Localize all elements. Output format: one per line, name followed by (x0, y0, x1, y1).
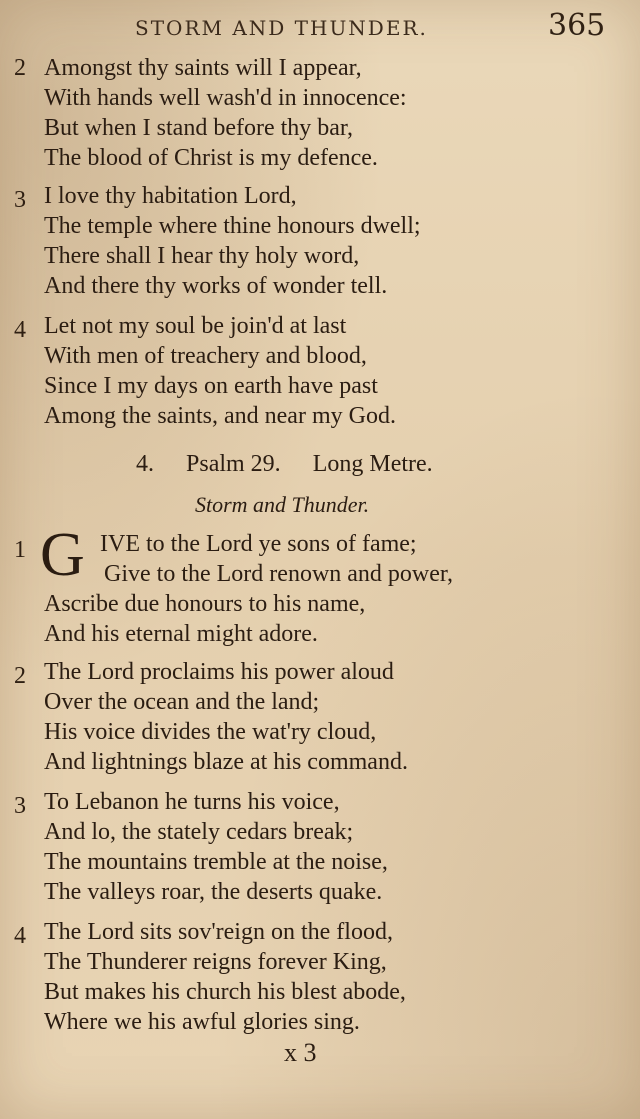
verse-line: And his eternal might adore. (44, 621, 318, 647)
stanza-number: 3 (14, 793, 26, 819)
psalm-name: Psalm 29. (186, 451, 281, 477)
stanza-number: 2 (14, 55, 26, 81)
psalm-meter: Long Metre. (312, 451, 433, 477)
verse-line: But when I stand before thy bar, (44, 115, 353, 141)
verse-line: Ascribe due honours to his name, (44, 591, 366, 617)
verse-line: IVE to the Lord ye sons of fame; (100, 531, 417, 557)
verse-line: There shall I hear thy holy word, (44, 243, 360, 269)
stanza-number: 2 (14, 663, 26, 689)
verse-line: The Lord sits sov'reign on the flood, (44, 919, 393, 945)
drop-cap: G (40, 521, 85, 589)
verse-line: But makes his church his blest abode, (44, 979, 406, 1005)
verse-line: The temple where thine honours dwell; (44, 213, 421, 239)
verse-line: And there thy works of wonder tell. (44, 273, 388, 299)
verse-line: His voice divides the wat'ry cloud, (44, 719, 377, 745)
verse-line: With hands well wash'd in innocence: (44, 85, 407, 111)
verse-line: With men of treachery and blood, (44, 343, 367, 369)
page-header (0, 8, 640, 44)
stanza-number: 4 (14, 317, 26, 343)
verse-line: Let not my soul be join'd at last (44, 313, 347, 339)
verse-line: I love thy habitation Lord, (44, 183, 297, 209)
psalm-number: 4. (136, 451, 154, 477)
verse-line: Since I my days on earth have past (44, 373, 378, 399)
page-number: 365 (548, 8, 606, 43)
verse-line: The Thunderer reigns forever King, (44, 949, 387, 975)
signature-mark: x 3 (284, 1038, 317, 1067)
verse-line: Over the ocean and the land; (44, 689, 320, 715)
verse-line: The blood of Christ is my defence. (44, 145, 378, 171)
verse-line: The Lord proclaims his power aloud (44, 659, 394, 685)
verse-line: Amongst thy saints will I appear, (44, 55, 362, 81)
stanza-number: 3 (14, 187, 26, 213)
psalm-subtitle: Storm and Thunder. (195, 492, 370, 517)
stanza-number: 1 (14, 537, 26, 563)
stanza-number: 4 (14, 923, 26, 949)
verse-line: The valleys roar, the deserts quake. (44, 879, 383, 905)
verse-line: The mountains tremble at the noise, (44, 849, 388, 875)
verse-line: And lightnings blaze at his command. (44, 749, 408, 775)
running-head: STORM AND THUNDER. (135, 16, 428, 40)
verse-line: Where we his awful glories sing. (44, 1009, 360, 1035)
verse-line: Among the saints, and near my God. (44, 403, 396, 429)
verse-line: And lo, the stately cedars break; (44, 819, 354, 845)
verse-line: To Lebanon he turns his voice, (44, 789, 340, 815)
psalm-heading (136, 451, 459, 478)
verse-line: Give to the Lord renown and power, (104, 561, 453, 587)
